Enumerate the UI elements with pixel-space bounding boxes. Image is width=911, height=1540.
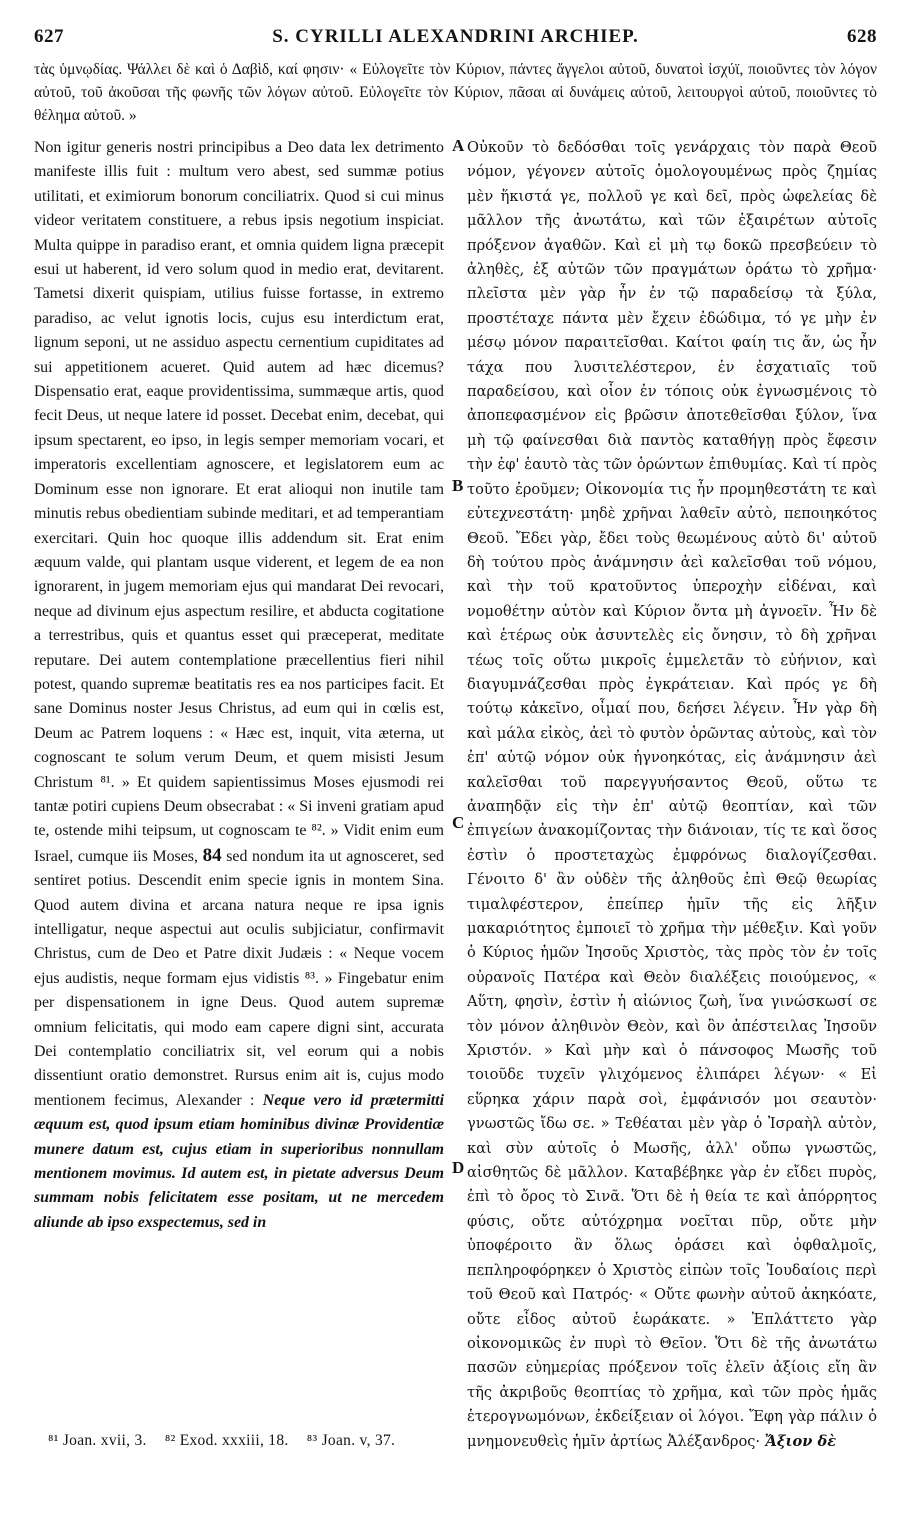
page-header bbox=[34, 26, 877, 56]
page-number-right: 628 bbox=[846, 26, 877, 47]
page-number-left: 627 bbox=[34, 26, 64, 47]
section-marker-d: D bbox=[452, 1158, 465, 1177]
section-marker-a: A bbox=[452, 136, 465, 155]
latin-paragraph bbox=[34, 136, 444, 1235]
footnote: ⁸¹ Joan. xvii, 3. bbox=[48, 1432, 147, 1449]
greek-italic-tail: Ἄξιον δὲ bbox=[764, 1432, 837, 1450]
latin-italic-quote: Neque vero id prætermitti æquum est, quod ipsum etiam hominibus divinæ Providentiæ munere datum est, cujus etiam in superioribus nonnullam mentionem movimus. Id autem est, in pietate adversus Deum summam nobis felicitatem esse positam, ut ne mercedem aliunde ab ipso exspectemus, sed in bbox=[34, 1091, 444, 1231]
inline-page-number: 84 bbox=[202, 844, 222, 866]
footnotes bbox=[48, 1432, 409, 1450]
latin-text-1: Non igitur generis nostri principibus a Deo data lex detrimento manifeste illis fuit : multum vero abest, sed summæ potius utilitati, et eximiorum bonorum conciliatrix. Quod si cui minus videor veritatem constituere, a rebus ipsis negotium inspiciat. Multa quippe in paradiso erant, et omnia quidem ligna præcepit esui ut haberent, id vero solum quod in medio erat, devitarent. Tametsi dixerit quispiam, utilius fuisse fortasse, in extremo paradiso, ac velut ignotis locis, cujus esu interdictum erat, lignum seponi, ut ne assiduo aspectu cernentium cupiditates ad sui appetitionem acueret. Quid autem ad hæc dicemus? Dispensatio erat, eaque providentissima, summæque artis, quod fecit Deus, ut neque latere id posset. Decebat enim, decebat, qui ipsum spectarent, eo ipso, in legis semper memoriam vocari, et imperatoris excellentiam agnoscere, et legislatorem eum ac Dominum esse non ignorare. Et erat alioqui non inutile tam minutis rebus obedientiam subinde meditari, et ad temperantiam exercitari. Quin hoc quoque illis addendum sit. Erat enim æquum valde, qui plantam usque viderent, et legem de ea non ignorarent, in jugem memoriam ejus qui mandarat Dei revocari, neque ad divinum ejus aspectum resilire, et abducta cogitatione a terrestribus, quis et quantus esset qui præceperat, meditate reputare. Dei autem contemplatione præcellentius fieri nihil potest, quando supremæ beatitatis res ea nos participes facit. Et sane Dominus noster Jesus Christus, ad eum qui in cœlis est, Deum ac Patrem loquens : « Hæc est, inquit, vita æterna, ut cognoscant te solum verum Deum, et quem misisti Jesum Christum ⁸¹. » Et quidem sapientissimus Moses ejusmodi rei tantæ potiri cupiens Deum obsecrabat : « Si inveni gratiam apud te, ostende mihi teipsum, ut cognoscam te ⁸². » Vidit enim eum Israel, cumque iis Moses, bbox=[34, 139, 444, 865]
latin-column bbox=[34, 136, 444, 1454]
footnote: ⁸³ Joan. v, 37. bbox=[306, 1432, 396, 1449]
footnote: ⁸² Exod. xxxiii, 18. bbox=[164, 1432, 289, 1449]
intro-greek-text: τὰς ὑμνῳδίας. Ψάλλει δὲ καὶ ὁ Δαβὶδ, καί φησιν· « Εὐλογεῖτε τὸν Κύριον, πάντες ἄγγελοι αὐτοῦ, δυνατοὶ ἰσχύϊ, ποιοῦντες τὸν λόγον αὐτοῦ, τοῦ ἀκοῦσαι τῆς φωνῆς τῶν λόγων αὐτοῦ. Εὐλογεῖτε τὸν Κύριον, πᾶσαι αἱ δυνάμεις αὐτοῦ, λειτουργοὶ αὐτοῦ, ποιοῦντες τὸ θέλημα αὐτοῦ. » bbox=[34, 61, 877, 124]
section-marker-c: C bbox=[452, 813, 465, 832]
running-title: S. CYRILLI ALEXANDRINI ARCHIEP. bbox=[272, 26, 639, 47]
greek-column bbox=[467, 136, 877, 1454]
greek-text: Οὐκοῦν τὸ δεδόσθαι τοῖς γενάρχαις τὸν παρὰ Θεοῦ νόμον, γέγονεν αὐτοῖς ὁμολογουμένως πρὸς ζημίας μὲν ἥκιστά γε, πολλοῦ γε καὶ δεῖ, πρὸς ὠφελείας δὲ μᾶλλον τῆς ἀνωτάτω, καὶ τῶν ἐξαιρέτων αὐτοῖς πρόξενον ἀγαθῶν. Καὶ εἰ μὴ τῳ δοκῶ πρεσβεύειν τὸ ἀληθὲς, ἐξ αὐτῶν τῶν πραγμάτων ὁράτω τὸ χρῆμα· πλεῖστα μὲν γὰρ ἦν ἐν τῷ παραδείσῳ τὰ ξύλα, προστέταχε πάντα μὲν ἔχειν ἐδώδιμα, τό γε μὴν ἐν μέσῳ μόνον παραιτεῖσθαι. Καίτοι φαίη τις ἄν, ὡς ἦν τάχα που λυσιτελέστερον, ἐν ἐσχατιαῖς τοῦ παραδείσου, καὶ οἷον ἐν τόποις οὐκ ἐγνωσμένοις τὸ ἀποπεφασμένον εἰς βρῶσιν ἀποτεθεῖσθαι ξύλον, ἵνα μὴ τῷ φαίνεσθαι διὰ παντὸς καταθήγῃ πρὸς ἔφεσιν τὴν ἐφ' ἑαυτὸ τὰς τῶν ὁρώντων ἐπιθυμίας. Καὶ τί πρὸς τοῦτο ἐροῦμεν; Οἰκονομία τις ἦν προμηθεστάτη τε καὶ εὐτεχνεστάτη· μηδὲ χρῆναι λαθεῖν αὐτὸ, πεποιηκότος Θεοῦ. Ἔδει γὰρ, ἔδει τοὺς θεωμένους αὐτὸ δι' αὐτοῦ δὴ τούτου πρὸς ἀνάμνησιν ἀεὶ καλεῖσθαι τοῦ νόμου, καὶ τὴν τοῦ κρατοῦντος ὑπεροχὴν εἰδέναι, καὶ νομοθέτην αὐτὸν καὶ Κύριον ὄντα μὴ ἀγνοεῖν. Ἦν δὲ καὶ ἑτέρως οὐκ ἀσυντελὲς εἰς ὄνησιν, τὸ δὴ χρῆναι τέως τοῖς οὕτω μικροῖς ἐμμελετᾶν τὸ εὐήνιον, καὶ διαγυμνάζεσθαι πρὸς ἐγκράτειαν. Καὶ πρός γε δὴ τούτῳ κἀκεῖνο, οἶμαί που, δεήσει λέγειν. Ἦν γὰρ δὴ καὶ μάλα εἰκὸς, ἀεὶ τὸ φυτὸν ὁρῶντας αὐτοὺς, καὶ τὸν ἐπ' αὐτῷ νόμον οὐκ ἠγνοηκότας, εἰς ἀνάμνησιν ἀεὶ καλεῖσθαι τοῦ παρεγγυήσαντος Θεοῦ, οὕτω τε ἀναπηδᾷν εἰς τὴν ἐπ' αὐτῷ θεοπτίαν, καὶ τῶν ἐπιγείων ἀνακομίζοντας τὴν διάνοιαν, τίς τε καὶ ὅσος ἐστὶν ὁ προστεταχὼς ἐμφρόνως διαλογίζεσθαι. Γένοιτο δ' ἂν οὐδὲν τῆς ἀληθοῦς ἐπὶ Θεῷ θεωρίας τιμαλφέστερον, ἐπείπερ ἡμῖν τῆς εἰς λῆξιν μακαριότητος ἐμποιεῖ τὸ χρῆμα τὴν μέθεξιν. Καὶ γοῦν ὁ Κύριος ἡμῶν Ἰησοῦς Χριστὸς, τὰς πρὸς τὸν ἐν τοῖς οὐρανοῖς Πατέρα καὶ Θεὸν διαλέξεις ποιούμενος, « Αὕτη, φησὶν, ἐστὶν ἡ αἰώνιος ζωὴ, ἵνα γινώσκωσί σε τὸν μόνον ἀληθινὸν Θεὸν, καὶ ὃν ἀπέστειλας Ἰησοῦν Χριστόν. » Καὶ μὴν καὶ ὁ πάνσοφος Μωσῆς τοῦ τοιοῦδε τυχεῖν γλιχόμενος ἐλιπάρει λέγων· « Εἰ εὕρηκα χάριν παρὰ σοὶ, ἐμφάνισόν μοι σεαυτὸν· γνωστῶς ἴδω σε. » Τεθέαται μὲν γὰρ ὁ Ἰσραὴλ αὐτὸν, καὶ σὺν αὐτοῖς ὁ Μωσῆς, ἀλλ' οὔπω γνωστῶς, αἰσθητῶς δὲ μᾶλλον. Καταβέβηκε γὰρ ἐν εἴδει πυρὸς, ἐπὶ τὸ ὄρος τὸ Σινᾶ. Ὅτι δὲ ἡ θεία τε καὶ ἀπόρρητος φύσις, οὔτε αὐτόχρημα νοεῖται πῦρ, οὔτε μὴν ὑποφέροιτο ἂν ὅλως ὁράσει καὶ ὀφθαλμοῖς, πεπληροφόρηκεν ὁ Χριστὸς εἰπὼν τοῖς Ἰουδαίοις περὶ τοῦ Θεοῦ καὶ Πατρός· « Οὔτε φωνὴν αὐτοῦ ἀκηκόατε, οὔτε εἶδος αὐτοῦ ἑωράκατε. » Ἐπλάττετο γὰρ οἰκονομικῶς ἐν πυρὶ τὸ Θεῖον. Ὅτι δὲ τῆς ἀνωτάτω πασῶν εὐημερίας πρόξενον τοῖς ἑλεῖν ἀξίοις εἴη ἂν τῆς ἀκριβοῦς θεοπτίας τὸ χρῆμα, καὶ τῶν πρὸς ἡμᾶς ἑτερογνωμόνων, ἐκδείξειαν οἱ λόγοι. Ἔφη γὰρ πάλιν ὁ μνημονευθεὶς ἡμῖν ἀρτίως Ἀλέξανδρος· bbox=[467, 139, 877, 1450]
greek-paragraph bbox=[467, 136, 877, 1454]
latin-text-2: sed nondum ita ut agnosceret, sed sentiret potius. Descendit enim specie ignis in montem Sina. Quod autem divina et arcana natura neque re ipsa ignis intelligatur, neque aspectui aut oculis subjiciatur, confirmavit Christus, cum de Deo et Patre dixit Judæis : « Neque vocem ejus audistis, neque formam ejus vidistis ⁸³. » Fingebatur enim per dispensationem in igne Deus. Quod autem supremæ omnium felicitatis, qui modo eam capere digni sint, accurata Dei contemplatio conciliatrix sit, vel eorum qui a nobis dissentiunt oratio demonstret. Rursus enim ait is, cujus modo mentionem fecimus, Alexander : bbox=[34, 847, 444, 1109]
section-marker-b: B bbox=[452, 476, 464, 495]
two-column-body bbox=[34, 136, 877, 1454]
